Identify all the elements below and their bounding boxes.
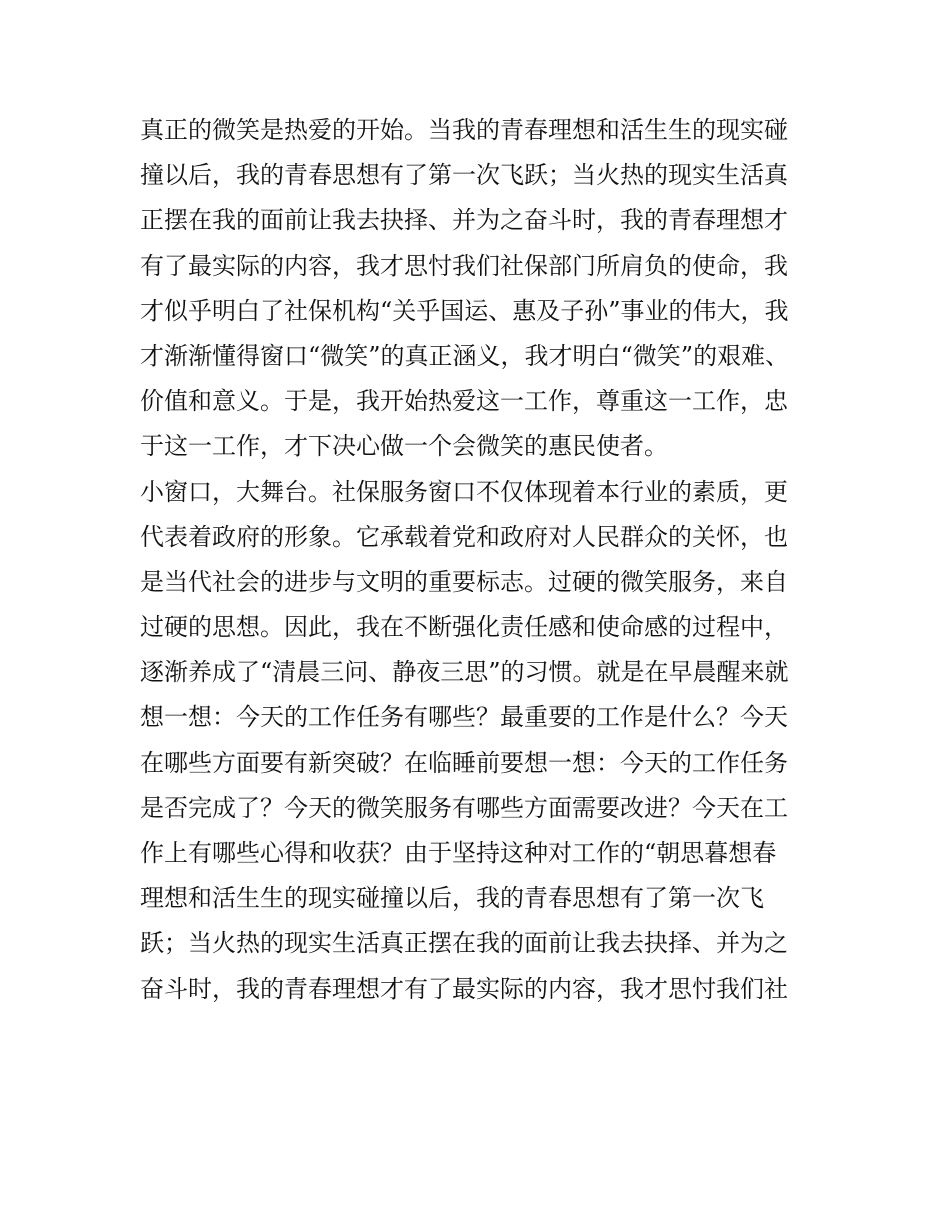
text-line: 是否完成了？今天的微笑服务有哪些方面需要改进？今天在工	[140, 793, 788, 822]
body-text	[140, 108, 820, 1012]
text-line: 是当代社会的进步与文明的重要标志。过硬的微笑服务，来自	[140, 567, 788, 596]
text-line: 逐渐养成了“清晨三问、静夜三思”的习惯。就是在早晨醒来就	[140, 658, 789, 687]
text-line: 才似乎明白了社保机构“关乎国运、惠及子孙”事业的伟大，我	[140, 296, 789, 325]
text-line: 价值和意义。于是，我开始热爱这一工作，尊重这一工作，忠	[140, 387, 788, 416]
text-line: 小窗口，大舞台。社保服务窗口不仅体现着本行业的素质，更	[140, 477, 788, 506]
text-line: 在哪些方面要有新突破？在临睡前要想一想：今天的工作任务	[140, 748, 788, 777]
text-line: 于这一工作，才下决心做一个会微笑的惠民使者。	[140, 432, 668, 461]
text-line: 跃；当火热的现实生活真正摆在我的面前让我去抉择、并为之	[140, 929, 788, 958]
text-line: 有了最实际的内容，我才思忖我们社保部门所肩负的使命，我	[140, 251, 788, 280]
text-line: 理想和活生生的现实碰撞以后，我的青春思想有了第一次飞	[140, 884, 764, 913]
text-line: 撞以后，我的青春思想有了第一次飞跃；当火热的现实生活真	[140, 161, 788, 190]
text-line: 代表着政府的形象。它承载着党和政府对人民群众的关怀，也	[140, 522, 788, 551]
text-line: 才渐渐懂得窗口“微笑”的真正涵义，我才明白“微笑”的艰难、	[140, 341, 790, 370]
text-line: 正摆在我的面前让我去抉择、并为之奋斗时，我的青春理想才	[140, 206, 788, 235]
text-line: 奋斗时，我的青春理想才有了最实际的内容，我才思忖我们社	[140, 974, 788, 1003]
text-line: 真正的微笑是热爱的开始。当我的青春理想和活生生的现实碰	[140, 116, 788, 144]
text-line: 想一想：今天的工作任务有哪些？最重要的工作是什么？今天	[140, 703, 788, 732]
text-line: 作上有哪些心得和收获？由于坚持这种对工作的“朝思暮想春	[140, 839, 777, 867]
text-line: 过硬的思想。因此，我在不断强化责任感和使命感的过程中，	[140, 613, 788, 642]
